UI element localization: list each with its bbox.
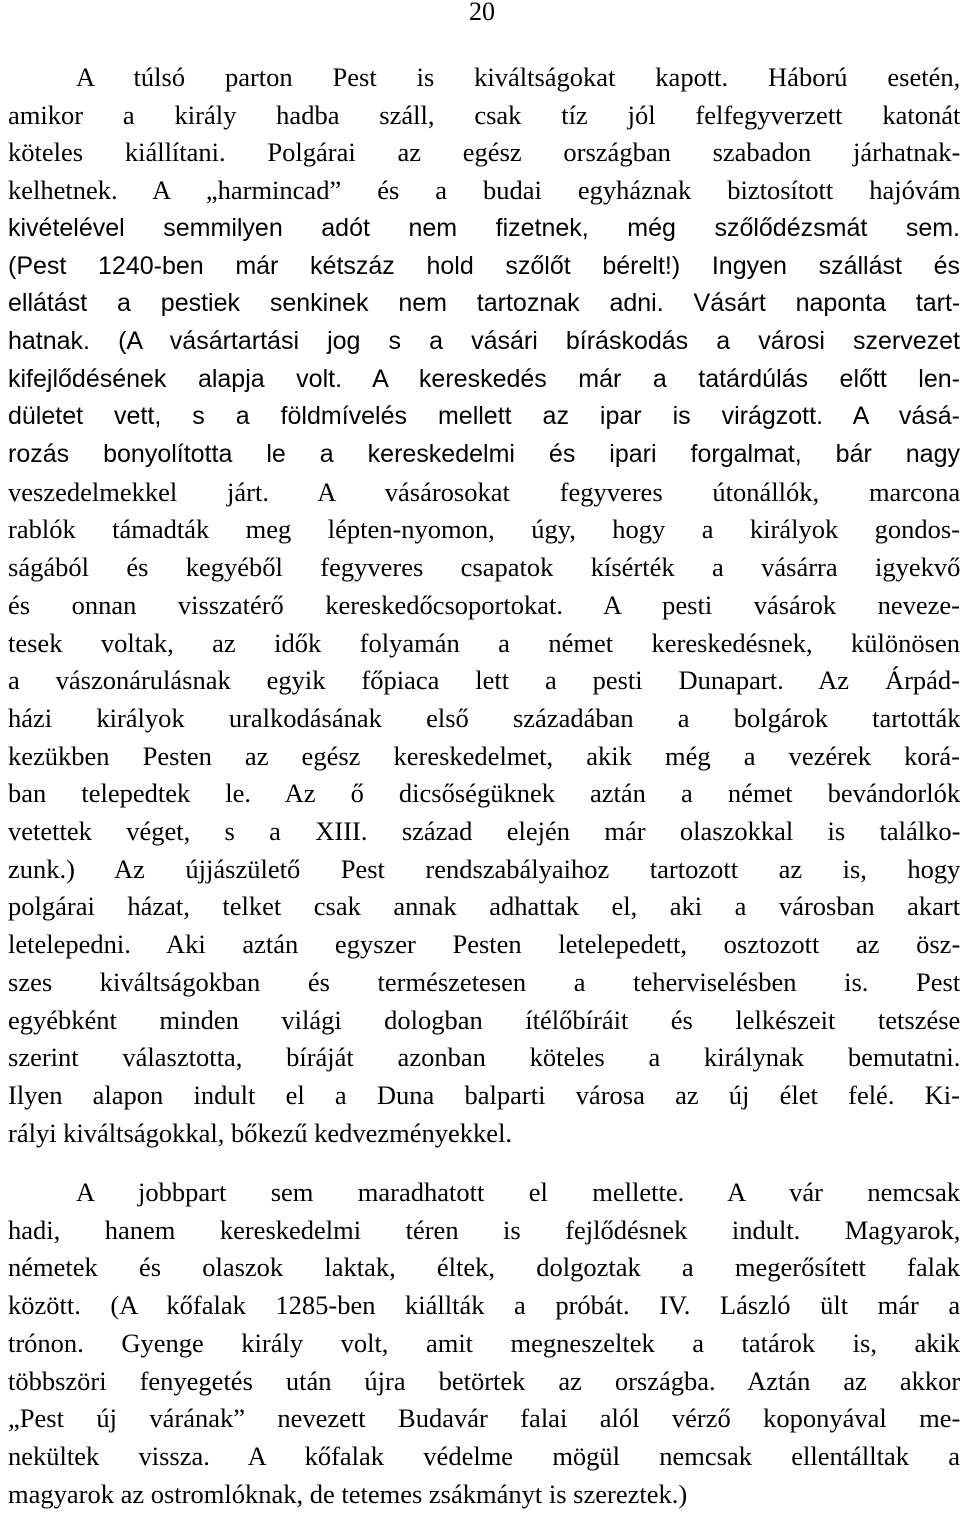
text-line: rozás bonyolította le a kereskedelmi és ipari forgalmat, bár nagy	[8, 440, 960, 469]
paragraph-2	[8, 1174, 960, 1513]
text-line: és onnan visszatérő kereskedőcsoportokat. A pesti vásárok neveze-	[8, 589, 960, 620]
text-line: hadi, hanem kereskedelmi téren is fejlődésnek indult. Magyarok,	[8, 1214, 960, 1245]
text-line: amikor a király hadba száll, csak tíz jól felfegyverzett katonát	[8, 99, 960, 130]
page-number-text: 20	[469, 0, 495, 26]
text-line: tesek voltak, az idők folyamán a német kereskedésnek, különösen	[8, 627, 960, 658]
text-line: szerint választotta, bíráját azonban köteles a királynak bemutatni.	[8, 1042, 960, 1073]
text-line: többszöri fenyegetés után újra betörtek az országba. Aztán az akkor	[8, 1365, 960, 1396]
page-number	[0, 0, 960, 28]
text-line: házi királyok uralkodásának első századában a bolgárok tartották	[8, 702, 960, 733]
text-line: a vászonárulásnak egyik főpiaca lett a pesti Dunapart. Az Árpád-	[8, 665, 960, 696]
text-line: trónon. Gyenge király volt, amit megneszeltek a tatárok is, akik	[8, 1327, 960, 1358]
text-line: rályi kiváltságokkal, bőkezű kedvezményekkel.	[8, 1117, 513, 1148]
paragraph-1	[8, 59, 960, 1152]
text-line: ságából és kegyéből fegyveres csapatok kísérték a vásárra igyekvő	[8, 552, 960, 583]
text-line: németek és olaszok laktak, éltek, dolgoztak a megerősített falak	[8, 1252, 960, 1283]
text-line: vetettek véget, s a XIII. század elején már olaszokkal is találko-	[8, 816, 960, 847]
text-line: dületet vett, s a földmívelés mellett az ipar is virágzott. A vásá-	[8, 402, 960, 431]
text-line: ellátást a pestiek senkinek nem tartoznak adni. Vásárt naponta tart-	[8, 289, 960, 318]
text-line: kelhetnek. A „harmincad” és a budai egyháznak biztosított hajóvám	[8, 175, 960, 206]
text-line: letelepedni. Aki aztán egyszer Pesten letelepedett, osztozott az ösz-	[8, 929, 960, 960]
text-line: kivételével semmilyen adót nem fizetnek, még szőlődézsmát sem.	[8, 213, 960, 242]
text-line: köteles kiállítani. Polgárai az egész országban szabadon járhatnak-	[8, 137, 960, 168]
text-line: polgárai házat, telket csak annak adhattak el, aki a városban akart	[8, 891, 960, 922]
text-line: (Pest 1240-ben már kétszáz hold szőlőt bérelt!) Ingyen szállást és	[8, 251, 960, 280]
text-line: kifejlődésének alapja volt. A kereskedés már a tatárdúlás előtt len-	[8, 364, 960, 393]
text-line: kezükben Pesten az egész kereskedelmet, akik még a vezérek korá-	[8, 740, 960, 771]
text-line: között. (A kőfalak 1285-ben kiállták a próbát. IV. László ült már a	[8, 1290, 960, 1321]
text-line: ban telepedtek le. Az ő dicsőségüknek aztán a német bevándorlók	[8, 778, 960, 809]
text-line: „Pest új várának” nevezett Budavár falai alól vérző koponyával me-	[8, 1403, 960, 1434]
text-line: rablók támadták meg lépten-nyomon, úgy, hogy a királyok gondos-	[8, 514, 960, 545]
text-line: veszedelmekkel járt. A vásárosokat fegyveres útonállók, marcona	[8, 476, 960, 507]
text-line: hatnak. (A vásártartási jog s a vásári bíráskodás a városi szervezet	[8, 326, 960, 355]
text-line: Ilyen alapon indult el a Duna balparti városa az új élet felé. Ki-	[8, 1079, 960, 1110]
text-line: A jobbpart sem maradhatott el mellette. A vár nemcsak	[76, 1177, 960, 1207]
text-line: A túlsó parton Pest is kiváltságokat kapott. Háború esetén,	[76, 62, 960, 92]
text-line: magyarok az ostromlóknak, de tetemes zsákmányt is szereztek.)	[8, 1478, 688, 1509]
text-line: zunk.) Az újjászülető Pest rendszabályaihoz tartozott az is, hogy	[8, 853, 960, 884]
text-line: egyébként minden világi dologban ítélőbíráit és lelkészeit tetszése	[8, 1004, 960, 1035]
text-line: szes kiváltságokban és természetesen a teherviselésben is. Pest	[8, 966, 960, 997]
text-line: nekültek vissza. A kőfalak védelme mögül nemcsak ellentálltak a	[8, 1440, 960, 1471]
